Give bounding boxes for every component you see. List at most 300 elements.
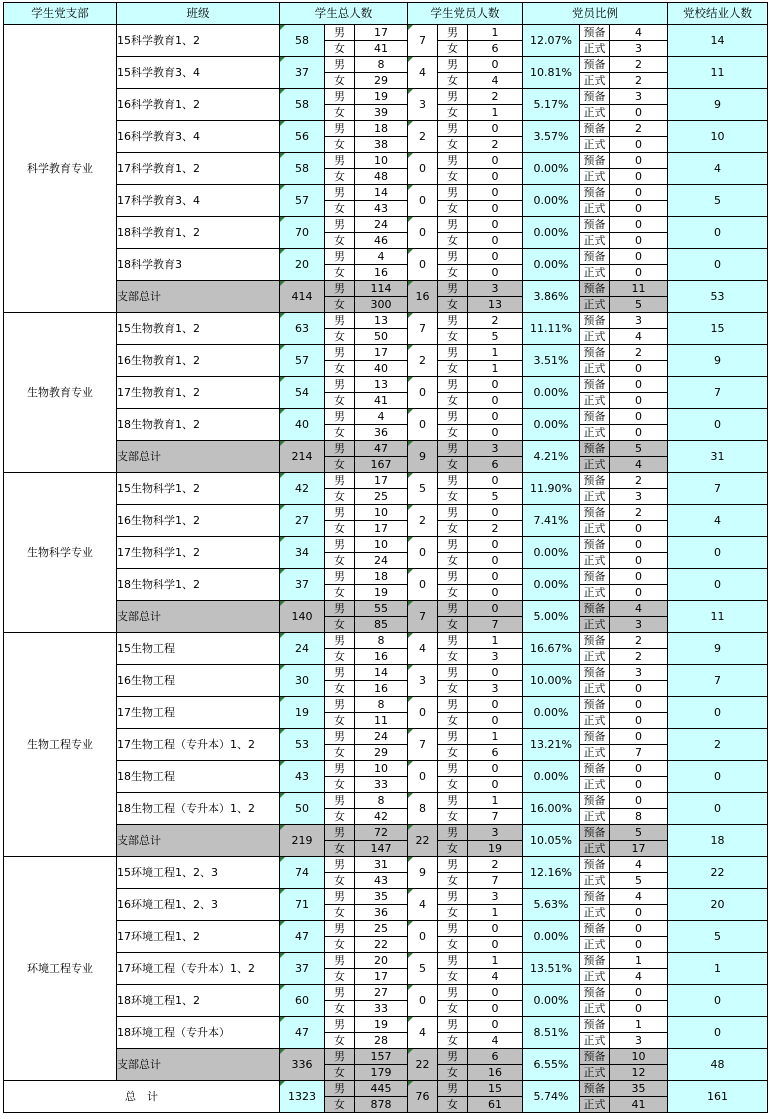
- graduate-count: 0: [668, 761, 768, 793]
- graduate-count: 7: [668, 377, 768, 409]
- party-total: 0: [408, 761, 438, 793]
- party-male-count: 0: [468, 377, 523, 393]
- male-label: 男: [438, 377, 468, 393]
- formal-label: 正式: [580, 457, 610, 473]
- formal-label: 正式: [580, 1001, 610, 1017]
- probationary-count: 4: [610, 25, 668, 41]
- female-label: 女: [325, 937, 355, 953]
- male-count: 18: [355, 121, 408, 137]
- female-label: 女: [438, 1097, 468, 1113]
- female-count: 41: [355, 41, 408, 57]
- header-members: 学生党员人数: [408, 3, 523, 25]
- header-graduates: 党校结业人数: [668, 3, 768, 25]
- formal-label: 正式: [580, 393, 610, 409]
- party-total: 4: [408, 1017, 438, 1049]
- party-total: 2: [408, 505, 438, 537]
- probationary-label: 预备: [580, 569, 610, 585]
- party-total: 16: [408, 281, 438, 313]
- class-row: [4, 889, 768, 905]
- class-name: 16科学教育1、2: [117, 89, 280, 121]
- class-name: 17科学教育3、4: [117, 185, 280, 217]
- class-row: [4, 89, 768, 105]
- party-male-count: 3: [468, 281, 523, 297]
- party-male-count: 1: [468, 633, 523, 649]
- party-ratio: 0.00%: [523, 249, 580, 281]
- female-label: 女: [438, 41, 468, 57]
- party-ratio: 3.86%: [523, 281, 580, 313]
- female-label: 女: [438, 745, 468, 761]
- male-count: 4: [355, 249, 408, 265]
- class-row: [4, 537, 768, 553]
- female-count: 46: [355, 233, 408, 249]
- probationary-count: 5: [610, 825, 668, 841]
- female-label: 女: [438, 169, 468, 185]
- female-count: 33: [355, 1001, 408, 1017]
- graduate-count: 4: [668, 153, 768, 185]
- male-label: 男: [438, 57, 468, 73]
- female-label: 女: [325, 393, 355, 409]
- female-label: 女: [325, 553, 355, 569]
- party-ratio: 5.63%: [523, 889, 580, 921]
- female-label: 女: [438, 393, 468, 409]
- probationary-label: 预备: [580, 857, 610, 873]
- probationary-label: 预备: [580, 57, 610, 73]
- party-female-count: 0: [468, 777, 523, 793]
- formal-count: 7: [610, 745, 668, 761]
- formal-label: 正式: [580, 585, 610, 601]
- male-count: 157: [355, 1049, 408, 1065]
- class-row: [4, 665, 768, 681]
- male-label: 男: [325, 889, 355, 905]
- probationary-label: 预备: [580, 697, 610, 713]
- probationary-count: 0: [610, 153, 668, 169]
- probationary-label: 预备: [580, 153, 610, 169]
- formal-count: 4: [610, 969, 668, 985]
- party-female-count: 3: [468, 681, 523, 697]
- party-female-count: 0: [468, 265, 523, 281]
- graduate-count: 0: [668, 697, 768, 729]
- party-total: 4: [408, 889, 438, 921]
- male-label: 男: [438, 1049, 468, 1065]
- male-label: 男: [438, 825, 468, 841]
- class-row: [4, 857, 768, 873]
- class-name: 18生物工程: [117, 761, 280, 793]
- female-count: 43: [355, 873, 408, 889]
- class-name: 15生物教育1、2: [117, 313, 280, 345]
- female-count: 24: [355, 553, 408, 569]
- probationary-count: 0: [610, 537, 668, 553]
- male-count: 24: [355, 217, 408, 233]
- class-row: [4, 185, 768, 201]
- party-female-count: 0: [468, 713, 523, 729]
- female-label: 女: [325, 1065, 355, 1081]
- branch-name: 生物教育专业: [4, 313, 117, 473]
- female-label: 女: [325, 905, 355, 921]
- party-total: 4: [408, 57, 438, 89]
- formal-label: 正式: [580, 329, 610, 345]
- student-total: 219: [280, 825, 325, 857]
- male-label: 男: [438, 793, 468, 809]
- party-male-count: 1: [468, 793, 523, 809]
- probationary-label: 预备: [580, 889, 610, 905]
- student-total: 58: [280, 89, 325, 121]
- party-male-count: 0: [468, 249, 523, 265]
- female-label: 女: [325, 521, 355, 537]
- formal-label: 正式: [580, 201, 610, 217]
- party-ratio: 6.55%: [523, 1049, 580, 1081]
- probationary-count: 4: [610, 857, 668, 873]
- probationary-count: 0: [610, 729, 668, 745]
- probationary-label: 预备: [580, 217, 610, 233]
- probationary-label: 预备: [580, 409, 610, 425]
- probationary-count: 4: [610, 889, 668, 905]
- class-name: 18科学教育1、2: [117, 217, 280, 249]
- subtotal-row: [4, 601, 768, 617]
- female-label: 女: [325, 297, 355, 313]
- male-count: 31: [355, 857, 408, 873]
- formal-count: 3: [610, 489, 668, 505]
- party-total: 7: [408, 313, 438, 345]
- probationary-count: 0: [610, 249, 668, 265]
- party-male-count: 0: [468, 537, 523, 553]
- formal-label: 正式: [580, 41, 610, 57]
- male-label: 男: [325, 825, 355, 841]
- female-label: 女: [438, 201, 468, 217]
- formal-count: 17: [610, 841, 668, 857]
- male-label: 男: [438, 217, 468, 233]
- class-row: [4, 217, 768, 233]
- student-total: 37: [280, 953, 325, 985]
- female-label: 女: [438, 233, 468, 249]
- class-name: 15科学教育3、4: [117, 57, 280, 89]
- male-label: 男: [438, 313, 468, 329]
- party-female-count: 6: [468, 41, 523, 57]
- female-count: 36: [355, 425, 408, 441]
- class-name: 15生物工程: [117, 633, 280, 665]
- graduate-count: 9: [668, 345, 768, 377]
- party-female-count: 7: [468, 873, 523, 889]
- party-statistics-sheet: [3, 2, 768, 1113]
- formal-count: 0: [610, 137, 668, 153]
- male-label: 男: [438, 1017, 468, 1033]
- male-label: 男: [438, 857, 468, 873]
- subtotal-label: 支部总计: [117, 825, 280, 857]
- male-label: 男: [438, 505, 468, 521]
- female-label: 女: [325, 137, 355, 153]
- subtotal-label: 支部总计: [117, 1049, 280, 1081]
- party-total: 0: [408, 377, 438, 409]
- party-female-count: 16: [468, 1065, 523, 1081]
- female-label: 女: [325, 617, 355, 633]
- probationary-count: 4: [610, 601, 668, 617]
- class-name: 17科学教育1、2: [117, 153, 280, 185]
- graduate-count: 31: [668, 441, 768, 473]
- probationary-label: 预备: [580, 921, 610, 937]
- male-label: 男: [325, 1081, 355, 1097]
- party-total: 7: [408, 25, 438, 57]
- formal-count: 0: [610, 425, 668, 441]
- class-name: 17生物科学1、2: [117, 537, 280, 569]
- student-total: 43: [280, 761, 325, 793]
- probationary-label: 预备: [580, 793, 610, 809]
- party-male-count: 0: [468, 409, 523, 425]
- party-total: 0: [408, 697, 438, 729]
- male-label: 男: [325, 185, 355, 201]
- student-total: 74: [280, 857, 325, 889]
- party-female-count: 0: [468, 553, 523, 569]
- probationary-count: 35: [610, 1081, 668, 1097]
- female-label: 女: [325, 169, 355, 185]
- formal-label: 正式: [580, 745, 610, 761]
- male-label: 男: [325, 441, 355, 457]
- party-female-count: 7: [468, 809, 523, 825]
- party-ratio: 0.00%: [523, 921, 580, 953]
- party-male-count: 2: [468, 313, 523, 329]
- party-ratio: 0.00%: [523, 185, 580, 217]
- graduate-count: 0: [668, 409, 768, 441]
- female-count: 43: [355, 201, 408, 217]
- party-female-count: 6: [468, 457, 523, 473]
- female-label: 女: [325, 105, 355, 121]
- party-male-count: 3: [468, 441, 523, 457]
- male-label: 男: [438, 601, 468, 617]
- formal-label: 正式: [580, 681, 610, 697]
- subtotal-row: [4, 825, 768, 841]
- female-label: 女: [325, 233, 355, 249]
- formal-label: 正式: [580, 489, 610, 505]
- female-count: 38: [355, 137, 408, 153]
- party-female-count: 0: [468, 201, 523, 217]
- party-ratio: 0.00%: [523, 569, 580, 601]
- male-label: 男: [325, 313, 355, 329]
- party-total: 0: [408, 537, 438, 569]
- female-label: 女: [325, 201, 355, 217]
- party-total: 0: [408, 153, 438, 185]
- subtotal-label: 支部总计: [117, 601, 280, 633]
- male-label: 男: [438, 249, 468, 265]
- formal-count: 0: [610, 521, 668, 537]
- probationary-label: 预备: [580, 89, 610, 105]
- female-label: 女: [438, 937, 468, 953]
- male-label: 男: [325, 953, 355, 969]
- formal-label: 正式: [580, 1097, 610, 1113]
- male-label: 男: [438, 345, 468, 361]
- party-male-count: 0: [468, 185, 523, 201]
- male-count: 8: [355, 633, 408, 649]
- male-label: 男: [325, 729, 355, 745]
- male-label: 男: [438, 953, 468, 969]
- student-total: 70: [280, 217, 325, 249]
- male-label: 男: [438, 889, 468, 905]
- male-label: 男: [438, 441, 468, 457]
- party-male-count: 0: [468, 153, 523, 169]
- student-total: 50: [280, 793, 325, 825]
- class-row: [4, 505, 768, 521]
- probationary-count: 3: [610, 89, 668, 105]
- party-total: 0: [408, 249, 438, 281]
- graduate-count: 22: [668, 857, 768, 889]
- party-male-count: 0: [468, 569, 523, 585]
- male-label: 男: [325, 633, 355, 649]
- class-row: [4, 153, 768, 169]
- graduate-count: 5: [668, 185, 768, 217]
- female-label: 女: [325, 585, 355, 601]
- party-male-count: 2: [468, 89, 523, 105]
- graduate-count: 15: [668, 313, 768, 345]
- probationary-count: 0: [610, 921, 668, 937]
- branch-name: 生物工程专业: [4, 633, 117, 857]
- male-label: 男: [325, 57, 355, 73]
- subtotal-row: [4, 281, 768, 297]
- female-label: 女: [438, 617, 468, 633]
- male-count: 17: [355, 345, 408, 361]
- male-label: 男: [438, 697, 468, 713]
- student-total: 24: [280, 633, 325, 665]
- probationary-count: 1: [610, 953, 668, 969]
- party-male-count: 15: [468, 1081, 523, 1097]
- party-total: 5: [408, 953, 438, 985]
- party-total: 0: [408, 985, 438, 1017]
- party-male-count: 0: [468, 985, 523, 1001]
- probationary-count: 10: [610, 1049, 668, 1065]
- female-label: 女: [325, 1033, 355, 1049]
- student-total: 71: [280, 889, 325, 921]
- party-male-count: 0: [468, 601, 523, 617]
- class-name: 15科学教育1、2: [117, 25, 280, 57]
- male-label: 男: [325, 665, 355, 681]
- male-label: 男: [325, 345, 355, 361]
- formal-count: 0: [610, 361, 668, 377]
- male-label: 男: [325, 761, 355, 777]
- male-count: 17: [355, 25, 408, 41]
- party-total: 7: [408, 729, 438, 761]
- party-female-count: 5: [468, 489, 523, 505]
- formal-count: 0: [610, 777, 668, 793]
- male-label: 男: [325, 985, 355, 1001]
- formal-count: 4: [610, 329, 668, 345]
- male-count: 17: [355, 473, 408, 489]
- male-count: 19: [355, 89, 408, 105]
- probationary-count: 5: [610, 441, 668, 457]
- class-name: 17环境工程1、2: [117, 921, 280, 953]
- female-count: 878: [355, 1097, 408, 1113]
- class-name: 16生物教育1、2: [117, 345, 280, 377]
- probationary-label: 预备: [580, 537, 610, 553]
- party-ratio: 16.00%: [523, 793, 580, 825]
- class-name: 18生物工程（专升本）1、2: [117, 793, 280, 825]
- female-label: 女: [438, 457, 468, 473]
- graduate-count: 161: [668, 1081, 768, 1113]
- female-count: 85: [355, 617, 408, 633]
- graduate-count: 0: [668, 985, 768, 1017]
- party-male-count: 1: [468, 729, 523, 745]
- party-total: 7: [408, 601, 438, 633]
- male-label: 男: [438, 89, 468, 105]
- probationary-label: 预备: [580, 505, 610, 521]
- formal-label: 正式: [580, 873, 610, 889]
- party-ratio: 0.00%: [523, 985, 580, 1017]
- formal-label: 正式: [580, 617, 610, 633]
- female-count: 179: [355, 1065, 408, 1081]
- party-ratio: 10.00%: [523, 665, 580, 697]
- student-total: 34: [280, 537, 325, 569]
- party-male-count: 1: [468, 25, 523, 41]
- female-count: 29: [355, 745, 408, 761]
- formal-count: 3: [610, 1033, 668, 1049]
- header-ratio: 党员比例: [523, 3, 668, 25]
- male-label: 男: [325, 217, 355, 233]
- graduate-count: 0: [668, 1017, 768, 1049]
- formal-count: 0: [610, 1001, 668, 1017]
- party-male-count: 0: [468, 473, 523, 489]
- formal-count: 0: [610, 393, 668, 409]
- party-female-count: 4: [468, 73, 523, 89]
- formal-count: 2: [610, 649, 668, 665]
- female-count: 16: [355, 681, 408, 697]
- female-label: 女: [438, 73, 468, 89]
- probationary-label: 预备: [580, 665, 610, 681]
- male-label: 男: [325, 377, 355, 393]
- student-total: 37: [280, 569, 325, 601]
- female-count: 147: [355, 841, 408, 857]
- class-row: [4, 569, 768, 585]
- probationary-count: 2: [610, 345, 668, 361]
- party-female-count: 13: [468, 297, 523, 313]
- party-total: 0: [408, 185, 438, 217]
- party-total: 4: [408, 633, 438, 665]
- graduate-count: 14: [668, 25, 768, 57]
- formal-label: 正式: [580, 73, 610, 89]
- formal-label: 正式: [580, 425, 610, 441]
- party-ratio: 4.21%: [523, 441, 580, 473]
- party-female-count: 0: [468, 937, 523, 953]
- student-total: 47: [280, 921, 325, 953]
- party-female-count: 3: [468, 649, 523, 665]
- male-label: 男: [438, 473, 468, 489]
- party-ratio: 3.51%: [523, 345, 580, 377]
- party-female-count: 19: [468, 841, 523, 857]
- party-total: 5: [408, 473, 438, 505]
- party-male-count: 0: [468, 921, 523, 937]
- class-name: 17环境工程（专升本）1、2: [117, 953, 280, 985]
- student-total: 20: [280, 249, 325, 281]
- probationary-count: 0: [610, 793, 668, 809]
- male-label: 男: [325, 793, 355, 809]
- party-female-count: 2: [468, 521, 523, 537]
- female-label: 女: [438, 553, 468, 569]
- header-students: 学生总人数: [280, 3, 408, 25]
- formal-label: 正式: [580, 553, 610, 569]
- probationary-count: 0: [610, 377, 668, 393]
- student-total: 58: [280, 25, 325, 57]
- class-row: [4, 921, 768, 937]
- class-row: [4, 729, 768, 745]
- probationary-label: 预备: [580, 377, 610, 393]
- student-total: 54: [280, 377, 325, 409]
- female-label: 女: [325, 969, 355, 985]
- male-label: 男: [438, 409, 468, 425]
- student-total: 19: [280, 697, 325, 729]
- party-female-count: 1: [468, 361, 523, 377]
- female-count: 11: [355, 713, 408, 729]
- class-name: 18生物教育1、2: [117, 409, 280, 441]
- class-row: [4, 377, 768, 393]
- formal-count: 12: [610, 1065, 668, 1081]
- branch-name: 环境工程专业: [4, 857, 117, 1081]
- party-ratio: 7.41%: [523, 505, 580, 537]
- class-name: 18生物科学1、2: [117, 569, 280, 601]
- grand-total-label: 总 计: [4, 1081, 280, 1113]
